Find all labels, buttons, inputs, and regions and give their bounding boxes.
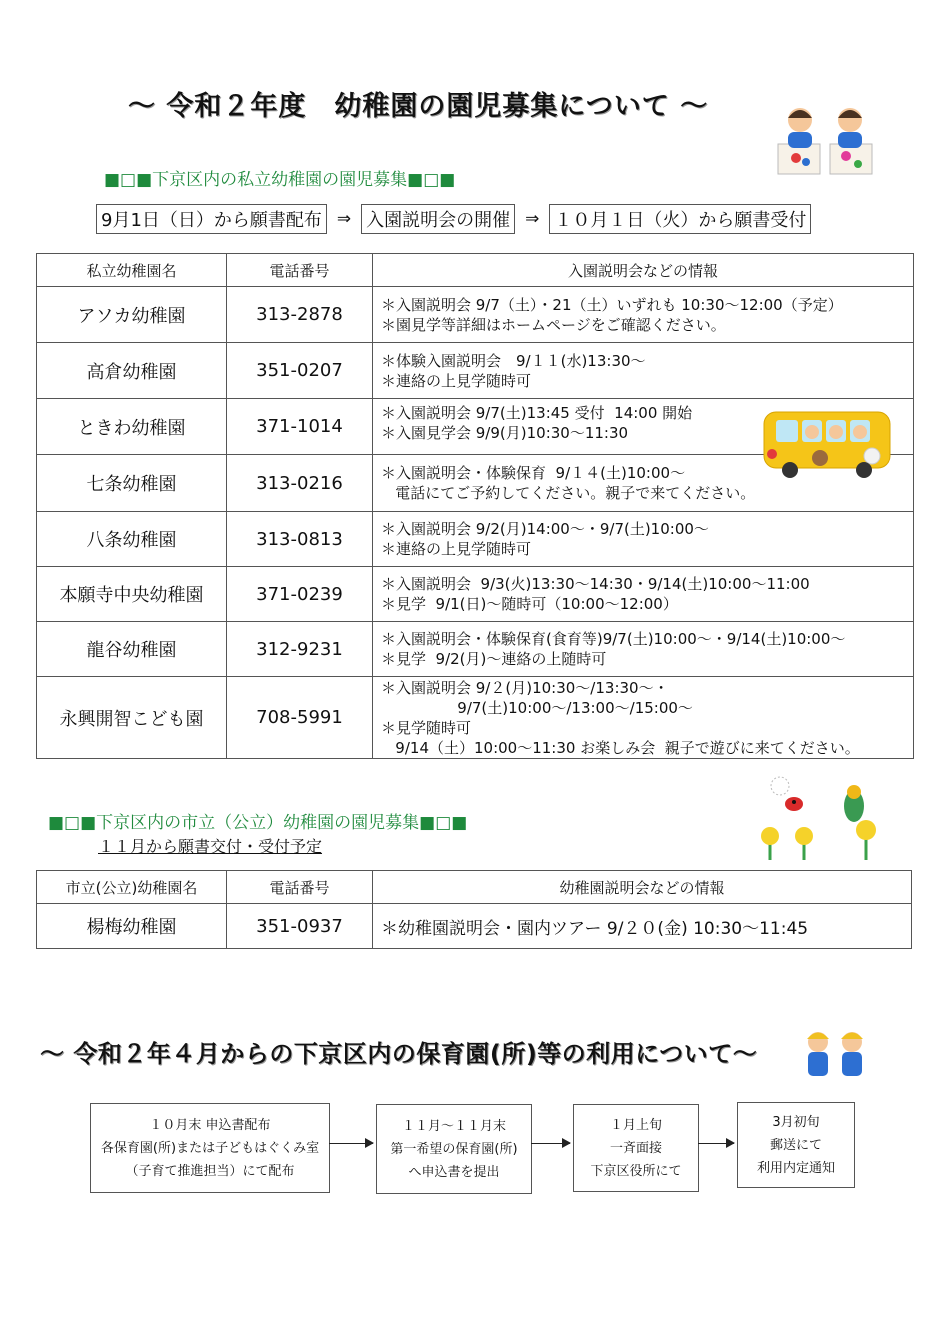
flow-arrow-icon <box>531 1143 570 1144</box>
school-bus-illustration <box>760 404 894 480</box>
info-line: ＊入園説明会・体験保育 9/１４(土)10:00～ <box>381 464 686 482</box>
info-cell <box>373 512 914 567</box>
kindergarten-name: アソカ幼稚園 <box>37 287 227 343</box>
table-header-row <box>37 254 914 287</box>
table-header-row <box>37 871 912 904</box>
application-flow <box>96 204 811 234</box>
info-cell: ＊幼稚園説明会・園内ツアー 9/２０(金) 10:30～11:45 <box>373 904 912 949</box>
nursery-step-line: 下京区役所にて <box>590 1163 682 1179</box>
info-line: ＊連絡の上見学随時可 <box>381 371 532 390</box>
flow-arrow-icon: ⇒ <box>336 209 352 229</box>
private-section-heading: ■□■下京区内の私立幼稚園の園児募集■□■ <box>104 170 456 190</box>
flow-step-1: 9月1日（日）から願書配布 <box>96 204 327 234</box>
nursery-step-line: 郵送にて <box>769 1137 822 1153</box>
info-line: ＊体験入園説明会 9/１１(水)13:30～ <box>381 351 646 370</box>
phone-number: 312-9231 <box>227 622 373 677</box>
flow-step-2: 入園説明会の開催 <box>361 204 515 234</box>
kindergarten-name: 本願寺中央幼稚園 <box>37 567 227 622</box>
info-cell <box>373 343 914 399</box>
nursery-step-line: （子育て推進担当）にて配布 <box>125 1163 295 1179</box>
info-cell <box>373 567 914 622</box>
nursery-step-line: 3月初旬 <box>772 1114 820 1130</box>
nursery-title: ～ 令和２年４月からの下京区内の保育園(所)等の利用について～ <box>40 1040 758 1068</box>
phone-number: 371-1014 <box>227 399 373 455</box>
info-line: ＊見学 9/2(月)～連絡の上随時可 <box>381 650 607 668</box>
kids-illustration <box>800 1026 872 1086</box>
flow-arrow-icon <box>329 1143 373 1144</box>
nursery-step-line: 各保育園(所)または子どもはぐくみ室 <box>100 1140 320 1156</box>
flow-step-3: １０月１日（火）から願書受付 <box>549 204 811 234</box>
info-line: 9/14（土）10:00～11:30 お楽しみ会 親子で遊びに来てください。 <box>381 738 860 757</box>
info-line: ＊園見学等詳細はホームページをご確認ください。 <box>381 315 726 334</box>
column-header-tel: 電話番号 <box>227 871 373 904</box>
info-line: ＊連絡の上見学随時可 <box>381 540 532 558</box>
table-row <box>37 512 914 567</box>
private-kindergarten-table <box>36 253 914 759</box>
info-line: ＊見学随時可 <box>381 718 472 737</box>
kindergarten-name: ときわ幼稚園 <box>37 399 227 455</box>
phone-number: 313-0813 <box>227 512 373 567</box>
flow-arrow-icon: ⇒ <box>525 209 540 229</box>
phone-number: 351-0207 <box>227 343 373 399</box>
info-line: ＊入園説明会 9/2(月)14:00～・9/7(土)10:00～ <box>381 520 709 538</box>
kindergarten-name: 永興開智こども園 <box>37 677 227 759</box>
info-cell <box>373 287 914 343</box>
column-header-info: 入園説明会などの情報 <box>373 254 914 287</box>
public-section-heading: ■□■下京区内の市立（公立）幼稚園の園児募集■□■ <box>48 813 468 833</box>
kindergarten-name: 高倉幼稚園 <box>37 343 227 399</box>
nursery-step-2 <box>376 1104 532 1194</box>
nursery-step-line: １０月末 申込書配布 <box>149 1117 271 1133</box>
table-row <box>37 343 914 399</box>
public-section-subheading: １１月から願書交付・受付予定 <box>98 837 323 856</box>
info-line: ＊入園説明会・体験保育(食育等)9/7(土)10:00～・9/14(土)10:00～ <box>381 630 846 648</box>
info-line: 9/7(土)10:00～/13:00～/15:00～ <box>381 698 693 717</box>
phone-number: 313-2878 <box>227 287 373 343</box>
nursery-step-line: 第一希望の保育園(所) <box>390 1141 518 1157</box>
nursery-step-1 <box>90 1103 330 1193</box>
phone-number: 708-5991 <box>227 677 373 759</box>
info-line: ＊入園説明会 9/7(土)13:45 受付 14:00 開始 <box>381 404 693 422</box>
info-line: ＊見学 9/1(日)～随時可（10:00～12:00） <box>381 595 678 613</box>
page-title: ～ 令和２年度 幼稚園の園児募集について ～ <box>128 91 709 122</box>
kindergarten-name: 七条幼稚園 <box>37 455 227 512</box>
table-row <box>37 677 914 759</box>
table-row <box>37 567 914 622</box>
nursery-step-3 <box>573 1104 699 1192</box>
kindergarten-name: 楊梅幼稚園 <box>37 904 227 949</box>
children-drawing-illustration <box>774 100 878 180</box>
dandelion-illustration <box>750 776 900 866</box>
public-kindergarten-table <box>36 870 912 949</box>
phone-number: 371-0239 <box>227 567 373 622</box>
info-line: ＊入園説明会 9/２(月)10:30～/13:30～・ <box>381 678 669 697</box>
table-row <box>37 904 912 949</box>
nursery-step-line: 利用内定通知 <box>756 1160 835 1176</box>
nursery-step-line: 一斉面接 <box>609 1140 662 1156</box>
column-header-name: 私立幼稚園名 <box>37 254 227 287</box>
column-header-tel: 電話番号 <box>227 254 373 287</box>
flow-arrow-icon <box>698 1143 734 1144</box>
nursery-step-line: １１月～１１月末 <box>401 1118 506 1134</box>
info-cell <box>373 622 914 677</box>
info-line: ＊入園説明会 9/7（土）・21（土）いずれも 10:30～12:00（予定） <box>381 295 843 314</box>
info-line: 電話にてご予約してください。親子で来てください。 <box>381 484 756 502</box>
kindergarten-name: 八条幼稚園 <box>37 512 227 567</box>
info-line: ＊入園説明会 9/3(火)13:30～14:30・9/14(土)10:00～11:00 <box>381 575 810 593</box>
nursery-step-4 <box>737 1102 855 1188</box>
kindergarten-name: 龍谷幼稚園 <box>37 622 227 677</box>
info-line: ＊入園見学会 9/9(月)10:30～11:30 <box>381 424 629 442</box>
phone-number: 351-0937 <box>227 904 373 949</box>
info-cell <box>373 677 914 759</box>
nursery-step-line: １月上旬 <box>609 1117 662 1133</box>
nursery-step-line: へ申込書を提出 <box>408 1164 500 1180</box>
table-row <box>37 622 914 677</box>
column-header-info: 幼稚園説明会などの情報 <box>373 871 912 904</box>
table-row <box>37 287 914 343</box>
column-header-name: 市立(公立)幼稚園名 <box>37 871 227 904</box>
phone-number: 313-0216 <box>227 455 373 512</box>
